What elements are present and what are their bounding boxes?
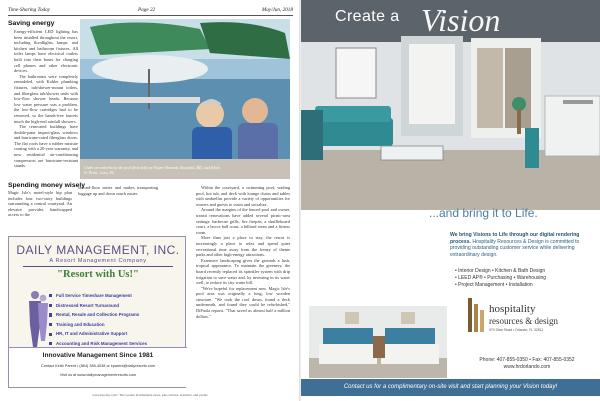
- paragraph: Around the margins of the fenced pool and owner, transit renovations have added several picnic-area settings: barbecue grills, fire firepits, a shuffleboard court, a bocce ball court, a billiard room and a fitness room.: [196, 207, 290, 235]
- subhead: ...and bring it to Life.: [429, 206, 538, 220]
- daily-management-ad: [8, 236, 186, 388]
- ad-service-item: HR, IT and Administrative Support: [49, 330, 181, 340]
- ad-tagline: A Resort Management Company: [49, 258, 147, 264]
- paragraph: The bathrooms were completely remodeled, with Kohler plumbing fixtures, tub/shower-mount toilets, and fiberglass tub/shower units with low-flow shower heads. Because low water pressure was a problem, the low-flow cartridges had to be removed, so the hands-free faucets much the high-end rainfall showers.: [14, 73, 78, 124]
- company-subname: resources & design: [489, 316, 558, 326]
- bullet-icon: [49, 323, 52, 326]
- right-page: [301, 0, 600, 401]
- cta-banner-text: Contact us for a complimentary on-site visit and start planning your Vision today!: [343, 384, 558, 390]
- paragraph: Energy-efficient LED lighting has been installed throughout the resort, including floodlights, lamps, and kitchen and bathroom fixtures. All toilet lamps have electrical outlets built into their bases for charging cell phones and other electronic devices.: [14, 29, 78, 74]
- headline-vision: Vision: [421, 2, 501, 38]
- paragraph: Extensive landscaping gives the grounds a lush, tropical appearance. To maintain the greenery, the board recently replaced its sprinkler system with drip irrigation to save water and, by investing in its water well, to reduce its city water bill.: [196, 257, 290, 286]
- bedroom-illustration: [309, 306, 447, 378]
- service-line: • LEED AP® • Purchasing • Warehousing: [455, 275, 547, 281]
- ad-service-item: Distressed Resort Turnaround: [49, 302, 181, 312]
- bullet-icon: [49, 333, 52, 336]
- issue-date: May/Jun, 2018: [261, 7, 293, 13]
- ad-website[interactable]: Visit us at www.dailymanagementresorts.com: [59, 373, 137, 377]
- page-header: [8, 5, 293, 16]
- ad-service-item: Accounting and Risk Management Services: [49, 340, 181, 350]
- ad-divider: [23, 266, 173, 267]
- left-page: [0, 0, 299, 401]
- intro-bold: We bring Visions to Life through our digital rendering process.: [450, 232, 580, 245]
- ad-footer-title: Innovative Management Since 1981: [42, 352, 154, 359]
- cta-banner[interactable]: [301, 379, 600, 396]
- service-line: • Project Management • Installation: [455, 282, 533, 288]
- paragraph: The renovated buildings have double-pane impact-glass windows and hurricane-rated fiberglass doors. The flat roofs have a rubber mixture coating with a 20-year warranty, and new residential air-conditioning compressors are hurricane-resistant stands.: [14, 124, 78, 169]
- paragraph: More than just a place to stay, the resort is increasingly a place to relax and spend quiet recreational time away from the frenzy of theme parks and other high-energy attractions.: [196, 235, 290, 258]
- pool-photo: [80, 19, 290, 179]
- page-number: Page 22: [138, 7, 156, 13]
- bullet-icon: [49, 304, 52, 307]
- paragraph: "We're hopeful for replacement now. Magic Isle's pool area was originally a long, low wooden structure. "We took the roof down, found a deck underneath, and found they could be refurbished," DiPaola reports. "That saved us almost half a million dollars.": [196, 285, 290, 319]
- ad-contact: Contact Keith Parent • (864) 385-4038 or kparent@dailyresorts.com: [40, 364, 156, 368]
- service-line: • Interior Design • Kitchen & Bath Design: [455, 268, 546, 274]
- headline-create-a: Create a: [335, 8, 400, 25]
- company-name: hospitality: [489, 303, 536, 315]
- section-heading-money: Spending money wisely: [8, 182, 86, 189]
- ad-company-name: DAILY MANAGEMENT, INC.: [16, 243, 180, 257]
- bedroom-rendering: [309, 306, 447, 378]
- ad-service-item: Rental, Resale and Collection Programs: [49, 311, 181, 321]
- room-rendering: [301, 0, 600, 210]
- bullet-icon: [49, 294, 52, 297]
- page-footer: www.tstoday.com • The Leader in timeshare news, plus articles, statistics, and events: [92, 393, 208, 397]
- energy-article-text: [14, 29, 78, 179]
- ad-service-list: [49, 292, 181, 350]
- section-heading-energy: Saving energy: [8, 20, 55, 27]
- ad-service-item: Full Service Timeshare Management: [49, 292, 181, 302]
- ad-slogan: "Resort with Us!": [57, 269, 139, 280]
- company-website[interactable]: www.hrdorlando.com: [503, 364, 551, 370]
- photo-caption: Under an umbrella by the pool (from left) are Wayne Almonds, Rosalynd, MD, and Edwin W. Petric, Gary, NC.: [84, 166, 221, 175]
- money-article-col1: Magic Isle's motel-style hip plan includes four two-story buildings surrounding a central courtyard. An elevator provides handicapped access to the: [8, 190, 72, 218]
- ad-footer: [9, 347, 187, 387]
- bullet-icon: [49, 342, 52, 345]
- people-silhouette-icon: [27, 289, 49, 347]
- money-article-col3: [196, 185, 290, 390]
- money-article-col2: second-floor suites and makes transporting luggage up and down much easier.: [78, 185, 158, 196]
- ad-service-item: Training and Education: [49, 321, 181, 331]
- company-phone: Phone: 407-855-0350 • Fax: 407-855-0352: [479, 357, 575, 363]
- pool-photo-illustration: [80, 19, 290, 179]
- intro-text: [450, 232, 592, 258]
- publication-name: Time-Sharing Today: [8, 7, 51, 13]
- bullet-icon: [49, 313, 52, 316]
- company-address: 970 Dixie Road • Orlando, FL 32811: [489, 328, 544, 332]
- intro-rest: Hospitality Resources & Design is committed to providing outstanding customer service while delivering extraordinary design.: [450, 238, 580, 258]
- paragraph: Within the courtyard, a swimming pool, wading pool, hot tub, and deck with lounge chairs and tables with umbrellas provide a variety of opportunities for owners and guests to swim and socialize.: [196, 185, 290, 207]
